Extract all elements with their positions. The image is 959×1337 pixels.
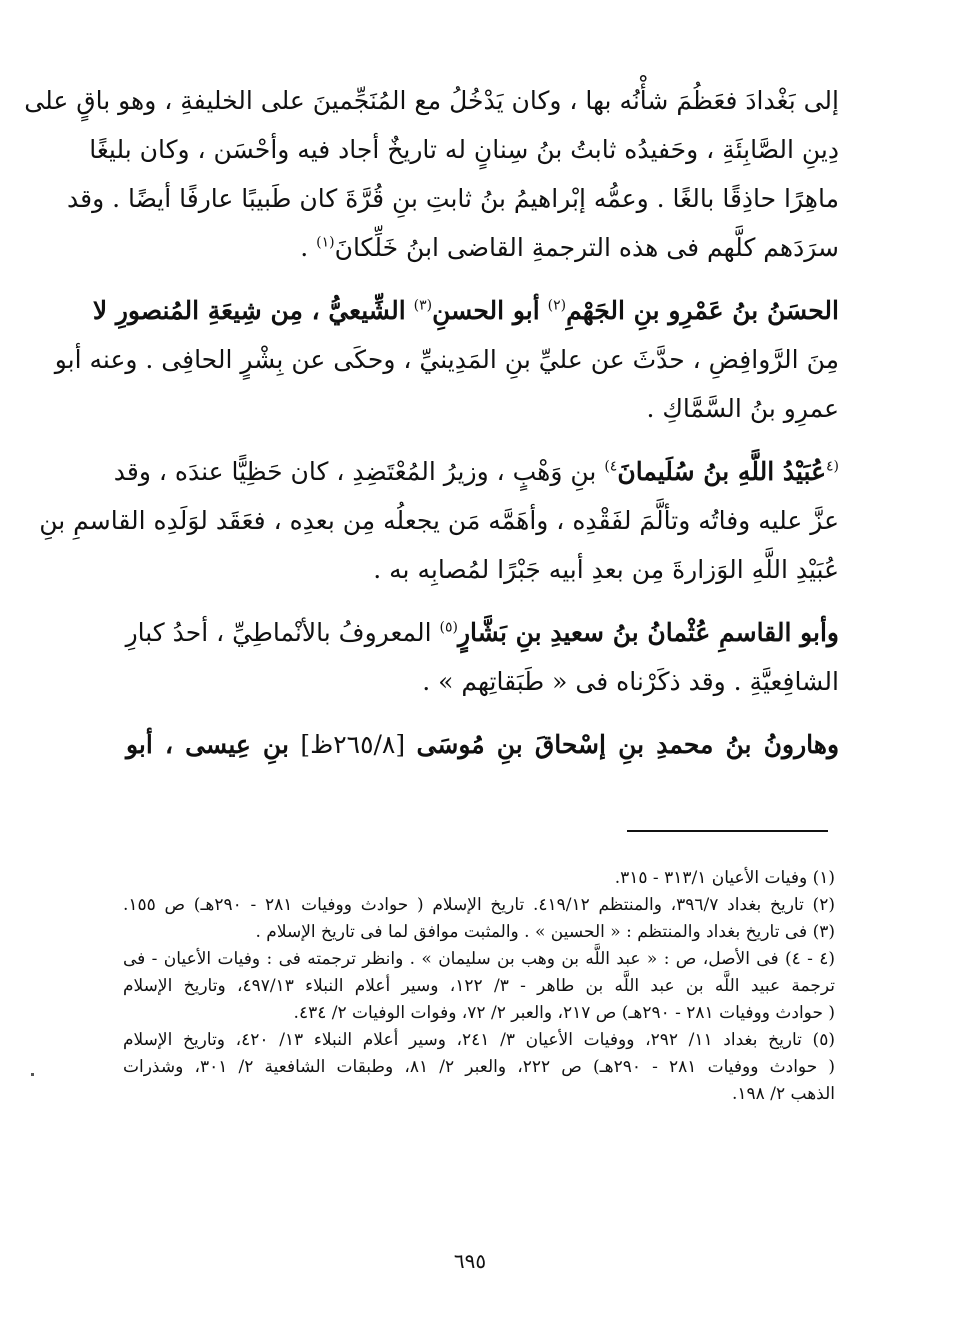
footnote-line: ( حوادث ووفيات ٢٨١ - ٢٩٠هـ) ص ٢١٧، والعبر ٢/ ٧٢، وفوات الوفيات ٢/ ٤٣٤. [293, 1003, 835, 1023]
text-span: بنِ وَهْبٍ ، وزيرُ المُعْتَضِدِ ، كان حَظِيًّا عندَه ، وقد [113, 457, 597, 486]
text-line: ماهِرًا حاذِقًا بالغًا . وعمُّه إبْراهيمُ بنُ ثابتِ بنِ قُرَّةَ كان طَبيبًا عارفًا أيضًا . وقد [67, 184, 839, 213]
text-line: مِنَ الرَّوافِضِ ، حدَّثَ عن عليِّ بنِ المَدِينيِّ ، وحكَى عن بِشْرٍ الحافِى . وعنه أبو [54, 345, 839, 374]
text-span: الشِّيعيُّ ، مِن شِيعَةِ المُنصورِ لا [92, 296, 406, 325]
text-line: دِينِ الصَّابِئَةِ ، وحَفيدُه ثابتُ بنُ سِنانٍ له تاريخٌ أجاد فيه وأحْسَن ، وكان بليغًا [89, 135, 839, 164]
entry-heading-line [113, 447, 839, 496]
footnote-mark: (٤ [826, 458, 839, 475]
text-line: عُبَيْدِ اللَّهِ الوَزارةَ مِن بعدِ أبيه جَبْرًا لمُصابِه به . [373, 555, 839, 584]
footnote-line: (٣) فى تاريخ بغداد والمنتظم : « الحسين » . والمثبت موافق لما فى تاريخ الإسلام . [255, 922, 835, 942]
footnote-line: (٤ - ٤) فى الأصل، ص : « عبد اللَّه بن وهب بن سليمان » . وانظر ترجمته فى : وفيات الأعيان - فى [123, 949, 835, 969]
entry-name: عُبَيْدُ اللَّهِ بنُ سُلَيمانَ [617, 457, 826, 486]
footnote-line: (٢) تاريخ بغداد ٣٩٦/٧، والمنتظم ٤١٩/١٢. تاريخ الإسلام ( حوادث ووفيات ٢٨١ - ٢٩٠هـ) ص ١٥٥. [123, 895, 835, 915]
entry-name: وأبو القاسمِ عُثْمانُ بنُ سعيدِ بنِ بَشَّارٍ [457, 618, 839, 647]
footnotes [123, 865, 835, 1108]
main-text [24, 76, 840, 769]
footnote-line: ( حوادث ووفيات ٢٨١ - ٢٩٠هـ) ص ٢٢٢، والعبر ٢/ ٨١، وطبقات الشافعية ٢/ ٣٠١، وشذرات [123, 1057, 835, 1077]
scan-speck [31, 1073, 34, 1076]
text-line: عمرِو بنُ السَّمَّاكِ . [646, 394, 839, 423]
entry-heading-line [126, 720, 839, 769]
manuscript-folio-ref: [٢٦٥/٨ظ] [300, 730, 406, 759]
entry-kunya: أبو الحسنِ [432, 296, 540, 325]
text-line: عزَّ عليه وفاتُه وتألَّمَ لفَقْدِه ، وأهَمَّه مَن يجعلُه مِن بعدِه ، فعَقَد لوَلَدِه القاسمِ بنِ [39, 506, 839, 535]
entry-name: الحسَنُ بنُ عَمْرِو بنِ الجَهْمِ [566, 296, 839, 325]
text-span: سرَدَهم كلَّهم فى هذه الترجمةِ القاضى ابنُ خَلِّكانَ [334, 233, 839, 262]
footnote-mark: (٣) [413, 297, 433, 314]
text-line: الشافِعيَّةِ . وقد ذكَرْناه فى « طَبَقاتِهم » . [422, 667, 839, 696]
entry-heading-line [92, 286, 839, 335]
text-line: إلى بَغْدادَ فعَظُمَ شأْنُه بها ، وكان يَدْخُلُ مع المُنَجِّمينَ على الخليفةِ ، وهو باقٍ على [24, 86, 839, 115]
footnote-mark: (٥) [439, 619, 458, 636]
footnote-line: ترجمة عبيد اللَّه بن عبد اللَّه بن طاهر - ٣/ ١٢٢، وسير أعلام النبلاء ٤٩٧/١٣، وتاريخ الإسلام [123, 976, 835, 996]
text-line: سرَدَهم كلَّهم فى هذه الترجمةِ القاضى ابنُ خَلِّكانَ$^{(١)}$ . [300, 233, 839, 262]
footnote-line: (٥) تاريخ بغداد ١١/ ٢٩٢، ووفيات الأعيان ٣/ ٢٤١، وسير أعلام النبلاء ١٣/ ٤٢٠، وتاريخ الإسلام [123, 1030, 835, 1050]
footnote-mark: (٢) [547, 297, 567, 314]
text-span: المعروفُ بالأنْماطِيِّ ، أحدُ كبارِ [125, 618, 432, 647]
footnote-mark: (١) [316, 234, 335, 251]
footnote-separator [627, 830, 828, 832]
page-number: ٦٩٥ [453, 1249, 487, 1273]
entry-heading-line [126, 608, 839, 657]
footnote-line: الذهب ٢/ ١٩٨. [732, 1084, 835, 1104]
footnote-line: (١) وفيات الأعيان ٣١٣/١ - ٣١٥. [614, 868, 835, 888]
entry-name: وهارونُ بنُ محمدِ بنِ إسْحاقَ بنِ مُوسَى [416, 730, 840, 759]
footnote-mark: ٤) [604, 458, 618, 475]
text-span: بنِ عِيسى ، أبو [126, 730, 289, 759]
